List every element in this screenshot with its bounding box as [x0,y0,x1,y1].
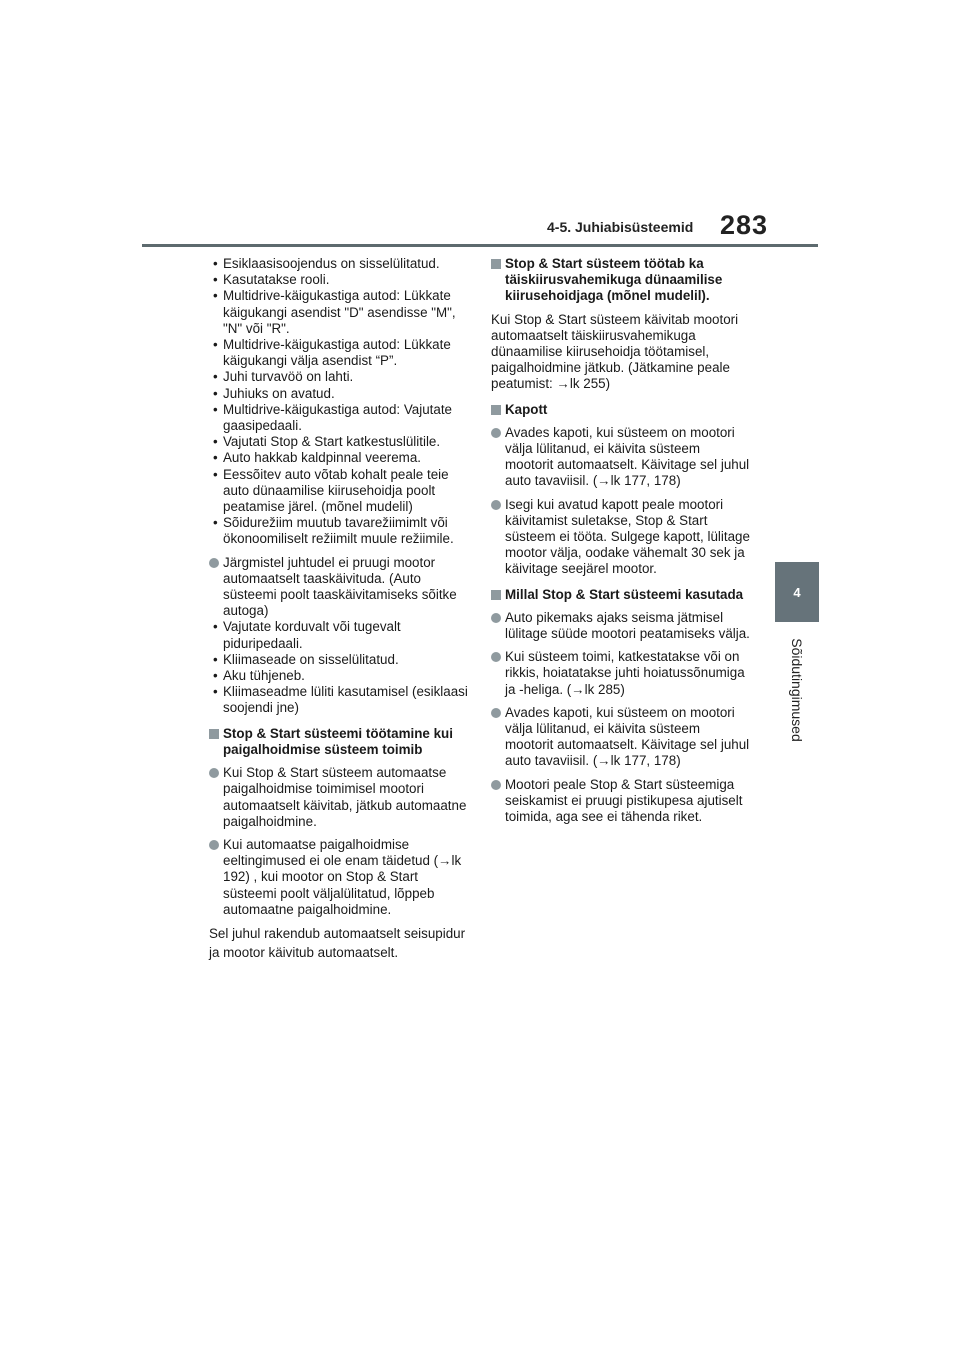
list-item: • Multidrive-käigukastiga autod: Vajutate gaasipedaali. [209,402,469,434]
note-item [209,837,469,918]
note-text: Avades kapoti, kui süsteem on mootori välja lülitanud, ei käivita süsteem mootorit automaatselt. Käivitage sel juhul auto tavaviisil. (→lk 177, 178) [505,704,750,769]
list-item: • Sõidurežiim muutub tavarežiimimlt või ökonoomiliselt režiimilt muule režiimile. [209,515,469,547]
right-column [491,256,751,825]
section-heading: Kapott [491,402,751,418]
section-heading: Stop & Start süsteemi töötamine kui paigalhoidmise süsteem toimib [209,726,469,758]
note-item [491,497,751,578]
note-item [491,705,751,770]
note-item [491,649,751,698]
list-item: • Kasutatakse rooli. [209,272,469,288]
header-divider [142,244,818,247]
chapter-title: Sõidutingimused [789,638,805,742]
paragraph: Sel juhul rakendub automaatselt seisupidur ja mootor käivitub automaatselt. [209,925,466,961]
list-item: • Multidrive-käigukastiga autod: Lükkate käigukangi asendist "D" asendisse "M", "N" või "R". [209,288,469,337]
note-text: Kui süsteem toimi, katkestatakse või on rikkis, hoiatatakse juhti hoiatussõnumiga ja -heliga. (→lk 285) [505,649,745,697]
section-title: 4-5. Juhiabisüsteemid [547,219,694,235]
note-text: Mootori peale Stop & Start süsteemiga seiskamist ei pruugi pistikupesa ajutiselt toimida, aga see ei tähenda riket. [505,776,743,825]
note-item [209,765,469,830]
note-text: Järgmistel juhtudel ei pruugi mootor automaatselt taaskäivituda. (Auto süsteemi poolt taaskäivitamiseks sõitke autoga) [223,554,457,619]
chapter-tab[interactable]: 4 [775,562,819,622]
list-item: • Aku tühjeneb. [209,668,469,684]
paragraph: Kui Stop & Start süsteem käivitab mootori automaatselt täiskiirusvahemikuga dünaamilise kiirusehoidja töötamisel, paigalhoidmine jätkub. (Jätkamine peale peatumist: →lk 255) [491,311,739,392]
note-text: Kui Stop & Start süsteem automaatse paigalhoidmise toimimisel mootori automaatselt käivitab, jätkub automaatne paigalhoidmine. [223,765,467,829]
note-item [491,777,751,826]
list-item: • Kliimaseade on sisselülitatud. [209,652,469,668]
list-item: • Vajutati Stop & Start katkestuslülitile. [209,434,469,450]
list-item: • Juhiuks on avatud. [209,386,469,402]
list-item: • Eessõitev auto võtab kohalt peale teie auto dünaamilise kiirusehoidja poolt peatamise järel. (mõnel mudelil) [209,467,469,516]
note-text: Kui automaatse paigalhoidmise eeltingimused ei ole enam täidetud (→lk 192) , kui mootor on Stop & Start süsteemi poolt väljalülitatud, lõppeb automaatne paigalhoidmine. [223,836,462,917]
note-text: Auto pikemaks ajaks seisma jätmisel lülitage süüde mootori peatamiseks välja. [505,609,750,642]
section-heading: Millal Stop & Start süsteemi kasutada [491,587,751,603]
list-item: • Juhi turvavöö on lahti. [209,369,469,385]
note-item [491,425,751,490]
note-item [209,555,469,620]
list-item: • Multidrive-käigukastiga autod: Lükkate käigukangi välja asendist “P”. [209,337,469,369]
page-number: 283 [720,210,769,240]
note-text: Isegi kui avatud kapott peale mootori käivitamist suletakse, Stop & Start süsteem ei tööta. Sulgege kapott, lülitage mootor välja, oodake vähemalt 30 sek ja käivitage seejärel mootor. [505,496,750,577]
section-heading: Stop & Start süsteem töötab ka täiskiirusvahemikuga dünaamilise kiirusehoidjaga (mõnel mudelil). [491,256,751,305]
list-item: • Auto hakkab kaldpinnal veerema. [209,450,469,466]
list-item: • Vajutate korduvalt või tugevalt piduripedaali. [209,619,469,651]
list-item: • Kliimaseadme lüliti kasutamisel (esiklaasi soojendi jne) [209,684,469,716]
list-item: • Esiklaasisoojendus on sisselülitatud. [209,256,469,272]
note-item [491,610,751,642]
note-text: Avades kapoti, kui süsteem on mootori välja lülitanud, ei käivita süsteem mootorit automaatselt. Käivitage sel juhul auto tavaviisil. (→lk 177, 178) [505,424,750,489]
left-column [209,256,469,963]
